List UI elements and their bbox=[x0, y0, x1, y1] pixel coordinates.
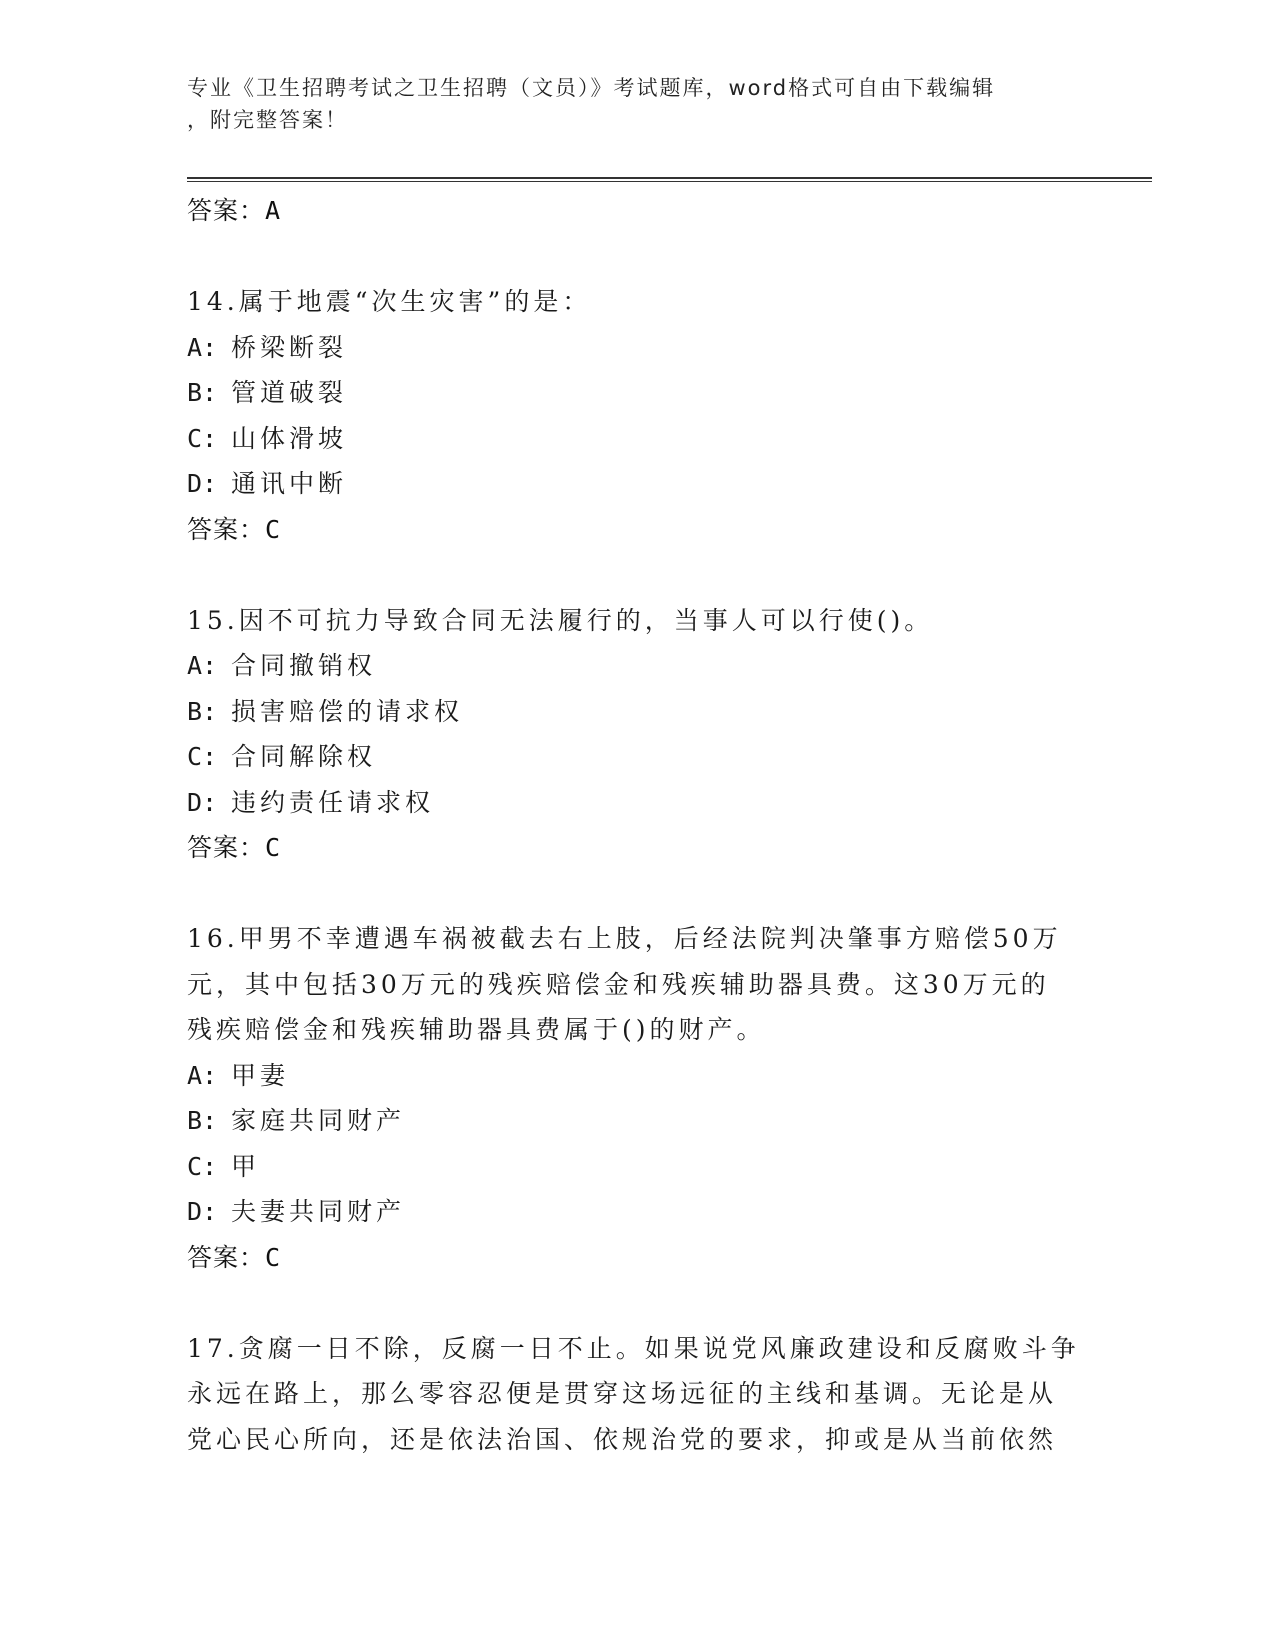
option-text: 家庭共同财产 bbox=[231, 1106, 406, 1135]
option-key: A: bbox=[187, 1060, 218, 1090]
option-key: C: bbox=[187, 1151, 218, 1181]
question-14 bbox=[187, 279, 1087, 552]
option-b bbox=[187, 370, 1087, 416]
option-text: 合同撤销权 bbox=[231, 651, 377, 680]
question-text-line-3: 党心民心所向，还是依法治国、依规治党的要求，抑或是从当前依然 bbox=[187, 1424, 1058, 1454]
question-text: 14.属于地震“次生灾害”的是： bbox=[187, 287, 592, 316]
option-key: D: bbox=[187, 469, 218, 498]
answer-label: 答案： bbox=[187, 833, 266, 862]
option-d bbox=[187, 1189, 1087, 1235]
answer-label: 答案： bbox=[187, 514, 266, 544]
answer-value: C bbox=[265, 514, 282, 544]
answer-line bbox=[187, 188, 1087, 233]
option-c bbox=[187, 734, 1087, 780]
header-line-2: ，附完整答案！ bbox=[187, 108, 348, 132]
option-b bbox=[187, 1098, 1087, 1144]
question-text-line-1: 16.甲男不幸遭遇车祸被截去右上肢，后经法院判决肇事方赔偿50万 bbox=[187, 924, 1062, 953]
answer-label: 答案： bbox=[187, 196, 266, 225]
option-text: 管道破裂 bbox=[231, 378, 348, 407]
option-key: A: bbox=[187, 651, 218, 680]
option-text: 山体滑坡 bbox=[231, 423, 348, 453]
option-key: D: bbox=[187, 787, 218, 817]
option-key: D: bbox=[187, 1197, 218, 1226]
option-text: 合同解除权 bbox=[231, 742, 377, 771]
option-text: 违约责任请求权 bbox=[231, 787, 435, 817]
option-a bbox=[187, 1053, 1087, 1099]
option-text: 通讯中断 bbox=[231, 469, 348, 498]
question-text-line-2: 永远在路上，那么零容忍便是贯穿这场远征的主线和基调。无论是从 bbox=[187, 1379, 1058, 1408]
option-c bbox=[187, 416, 1087, 462]
header-divider bbox=[187, 177, 1152, 182]
question-text-line-1: 17.贪腐一日不除，反腐一日不止。如果说党风廉政建设和反腐败斗争 bbox=[187, 1333, 1080, 1363]
answer-line bbox=[187, 507, 1087, 552]
option-c bbox=[187, 1144, 1087, 1190]
answer-line bbox=[187, 1235, 1087, 1280]
document-body bbox=[187, 188, 1087, 1462]
answer-label: 答案： bbox=[187, 1242, 266, 1272]
answer-value: C bbox=[265, 833, 282, 862]
answer-value: C bbox=[265, 1242, 282, 1272]
question-text: 15.因不可抗力导致合同无法履行的，当事人可以行使()。 bbox=[187, 605, 934, 635]
question-text-line-2: 元，其中包括30万元的残疾赔偿金和残疾辅助器具费。这30万元的 bbox=[187, 969, 1050, 999]
answer-line bbox=[187, 825, 1087, 870]
option-key: A: bbox=[187, 332, 218, 362]
question-17 bbox=[187, 1326, 1087, 1463]
option-text: 损害赔偿的请求权 bbox=[231, 696, 464, 726]
answer-value: A bbox=[265, 196, 282, 225]
option-text: 桥梁断裂 bbox=[231, 332, 348, 362]
option-key: C: bbox=[187, 423, 218, 453]
option-b bbox=[187, 689, 1087, 735]
option-d bbox=[187, 461, 1087, 507]
option-text: 甲 bbox=[231, 1151, 261, 1181]
question-15 bbox=[187, 598, 1087, 871]
option-a bbox=[187, 643, 1087, 689]
question-text-line-3: 残疾赔偿金和残疾辅助器具费属于()的财产。 bbox=[187, 1015, 766, 1044]
option-key: B: bbox=[187, 378, 218, 407]
option-key: C: bbox=[187, 742, 218, 771]
header-line-1: 专业《卫生招聘考试之卫生招聘（文员）》考试题库，word格式可自由下载编辑 bbox=[187, 76, 996, 100]
option-d bbox=[187, 780, 1087, 826]
document-header bbox=[187, 72, 1067, 136]
option-text: 夫妻共同财产 bbox=[231, 1197, 406, 1226]
option-text: 甲妻 bbox=[231, 1060, 290, 1090]
option-key: B: bbox=[187, 1106, 218, 1135]
option-key: B: bbox=[187, 696, 218, 726]
option-a bbox=[187, 325, 1087, 371]
question-16 bbox=[187, 916, 1087, 1280]
